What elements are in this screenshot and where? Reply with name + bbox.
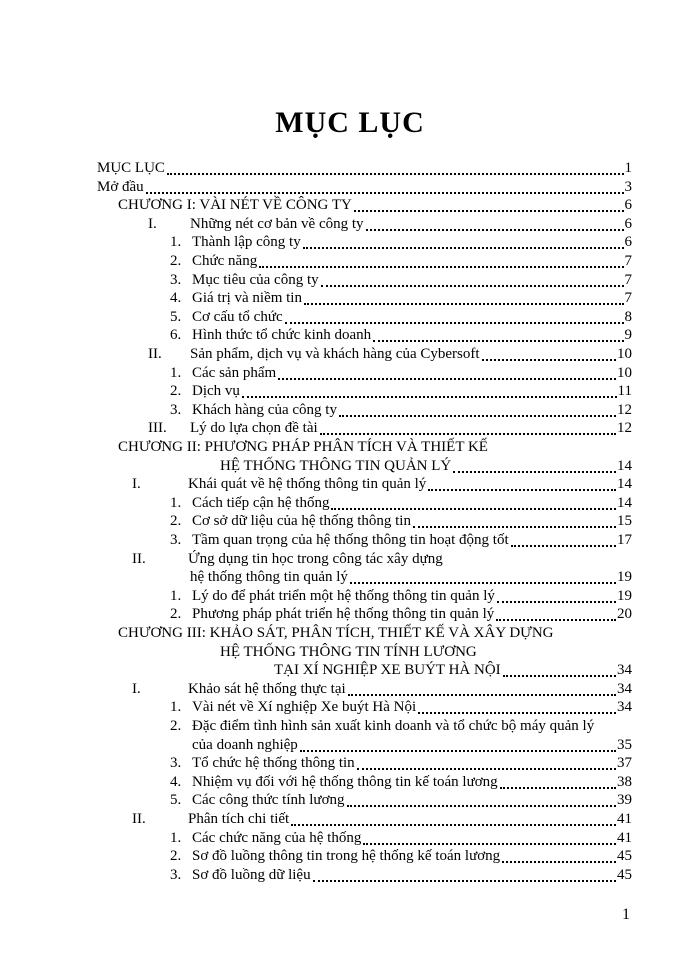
toc-entry[interactable] [0,716,700,736]
toc-entry-page: 1 [624,160,632,176]
toc-entry[interactable] [0,697,700,717]
toc-entry-number: 3. [170,532,182,548]
dot-leader [347,805,616,807]
toc-entry-text: TẠI XÍ NGHIỆP XE BUÝT HÀ NỘI [274,662,501,678]
toc-entry-number: I. [132,476,141,492]
toc-entry[interactable] [0,418,700,438]
toc-entry[interactable] [0,549,700,569]
toc-entry-number: II. [148,346,162,362]
toc-entry-page: 38 [617,774,632,790]
dot-leader [321,285,624,287]
toc-entry-text: Sơ đồ luồng dữ liệu [192,867,311,883]
toc-entry-number: 2. [170,513,182,529]
toc-entry-number: 1. [170,234,182,250]
toc-entry-number: 1. [170,699,182,715]
toc-entry-text: Các công thức tính lương [192,792,345,808]
toc-entry-text: Thành lập công ty [192,234,301,250]
toc-entry-number: 1. [170,495,182,511]
dot-leader [373,340,624,342]
toc-entry[interactable] [0,735,700,755]
toc-entry[interactable] [0,530,700,550]
toc-entry-page: 20 [617,606,632,622]
dot-leader [146,192,624,194]
dot-leader [304,303,624,305]
toc-entry-text: Các chức năng của hệ thống [192,830,362,846]
toc-entry-page: 6 [624,197,632,213]
toc-entry-number: I. [132,681,141,697]
toc-entry-text: Cơ sở dữ liệu của hệ thống thông tin [192,513,411,529]
page-number: 1 [622,906,630,923]
toc-entry-page: 19 [617,588,632,604]
toc-entry[interactable] [0,307,700,327]
toc-entry-number: 4. [170,290,182,306]
toc-entry-text: của doanh nghiệp [192,737,298,753]
toc-entry[interactable] [0,325,700,345]
toc-entry-text: Giá trị và niềm tin [192,290,302,306]
toc-entry-page: 7 [624,272,632,288]
toc-entry-number: 3. [170,867,182,883]
toc-entry-page: 3 [624,179,632,195]
toc-entry-text: MỤC LỤC [97,160,165,176]
dot-leader [313,880,616,882]
toc-entry-text: Khảo sát hệ thống thực tại [188,681,346,697]
toc-entry-page: 10 [617,346,632,362]
toc-entry-number: II. [132,551,146,567]
toc-entry-text: Lý do lựa chọn đề tài [190,420,318,436]
toc-entry-text: CHƯƠNG II: PHƯƠNG PHÁP PHÂN TÍCH VÀ THIẾT KẾ [118,439,488,455]
toc-entry-text: Vài nét về Xí nghiệp Xe buýt Hà Nội [192,699,417,715]
toc-entry[interactable] [0,623,700,643]
toc-entry[interactable] [0,809,700,829]
toc-entry[interactable] [0,660,700,680]
toc-entry-text: Mở đầu [97,179,144,195]
dot-leader [363,843,616,845]
toc-entry[interactable] [0,567,700,587]
toc-entry-text: HỆ THỐNG THÔNG TIN TÍNH LƯƠNG [220,644,477,660]
dot-leader [291,824,616,826]
toc-entry-page: 19 [617,569,632,585]
dot-leader [259,266,624,268]
toc-entry-number: 2. [170,606,182,622]
toc-entry-page: 7 [624,290,632,306]
toc-entry-page: 6 [624,234,632,250]
toc-entry-text: HỆ THỐNG THÔNG TIN QUẢN LÝ [220,458,452,474]
toc-entry[interactable] [0,195,700,215]
toc-entry-number: 3. [170,755,182,771]
dot-leader [285,322,624,324]
dot-leader [496,619,616,621]
dot-leader [300,750,616,752]
toc-entry-page: 34 [617,681,632,697]
toc-entry-page: 34 [617,699,632,715]
toc-entry-text: Những nét cơ bản về công ty [190,216,364,232]
toc-entry-page: 17 [617,532,632,548]
toc-entry-text: Lý do để phát triển một hệ thống thông tin quản lý [192,588,495,604]
toc-entry-text: Dịch vụ [192,383,240,399]
toc-entry[interactable] [0,251,700,271]
toc-entry-text: Cách tiếp cận hệ thống [192,495,330,511]
dot-leader [502,861,616,863]
toc-entry-text: Sản phẩm, dịch vụ và khách hàng của Cybersoft [190,346,480,362]
toc-entry-text: Chức năng [192,253,258,269]
toc-entry-number: III. [148,420,167,436]
dot-leader [497,601,616,603]
toc-entry-page: 45 [617,848,632,864]
toc-entry[interactable] [0,177,700,197]
toc-entry-number: 1. [170,365,182,381]
toc-entry-number: I. [148,216,157,232]
toc-entry[interactable] [0,400,700,420]
toc-entry[interactable] [0,437,700,457]
toc-entry[interactable] [0,232,700,252]
toc-entry[interactable] [0,511,700,531]
toc-entry-page: 14 [617,476,632,492]
toc-entry[interactable] [0,772,700,792]
dot-leader [500,787,616,789]
dot-leader [453,471,616,473]
page-title: MỤC LỤC [275,106,425,139]
toc-entry-page: 7 [624,253,632,269]
toc-entry-page: 12 [617,420,632,436]
toc-entry-page: 35 [617,737,632,753]
toc-entry[interactable] [0,493,700,513]
toc-entry[interactable] [0,381,700,401]
toc-entry-number: 2. [170,848,182,864]
toc-entry-text: Khách hàng của công ty [192,402,337,418]
toc-entry-number: 5. [170,792,182,808]
toc-entry-page: 37 [617,755,632,771]
toc-entry-text: Tổ chức hệ thống thông tin [192,755,355,771]
toc-entry[interactable] [0,846,700,866]
dot-leader [350,582,616,584]
toc-entry-page: 11 [617,383,632,399]
toc-entry[interactable] [0,344,700,364]
toc-entry[interactable] [0,288,700,308]
dot-leader [413,526,616,528]
toc-entry-number: 1. [170,830,182,846]
toc-entry[interactable] [0,642,700,662]
toc-entry[interactable] [0,270,700,290]
toc-entry-page: 34 [617,662,632,678]
toc-entry[interactable] [0,790,700,810]
dot-leader [348,694,616,696]
toc-entry-page: 8 [624,309,632,325]
dot-leader [278,378,616,380]
toc-entry-page: 15 [617,513,632,529]
toc-entry-page: 10 [617,365,632,381]
toc-entry-text: Nhiệm vụ đối với hệ thống thông tin kế toán lương [192,774,498,790]
toc-entry[interactable] [0,865,700,885]
toc-entry-text: CHƯƠNG I: VÀI NÉT VỀ CÔNG TY [118,197,352,213]
toc-entry[interactable] [0,604,700,624]
toc-entry-number: 3. [170,402,182,418]
toc-entry-text: Cơ cấu tổ chức [192,309,283,325]
dot-leader [357,768,616,770]
dot-leader [482,359,616,361]
toc-entry-text: Khái quát về hệ thống thông tin quản lý [188,476,427,492]
dot-leader [303,247,624,249]
dot-leader [366,229,624,231]
toc-entry-page: 39 [617,792,632,808]
dot-leader [511,545,616,547]
toc-entry-text: Phân tích chi tiết [188,811,290,827]
toc-entry-page: 12 [617,402,632,418]
toc-entry[interactable] [0,586,700,606]
dot-leader [503,675,616,677]
toc-entry-text: Ứng dụng tin học trong công tác xây dựng [188,551,443,567]
toc-entry-number: 1. [170,588,182,604]
dot-leader [354,210,624,212]
toc-entry-page: 14 [617,495,632,511]
dot-leader [339,415,616,417]
toc-entry-text: Đặc điểm tình hình sản xuất kinh doanh và tổ chức bộ máy quản lý [192,718,595,734]
toc-entry-text: Tầm quan trọng của hệ thống thông tin hoạt động tốt [192,532,509,548]
toc-entry[interactable] [0,828,700,848]
dot-leader [331,508,616,510]
toc-entry-number: 4. [170,774,182,790]
dot-leader [167,173,624,175]
toc-entry-number: 2. [170,253,182,269]
toc-entry-page: 9 [624,327,632,343]
toc-entry-page: 41 [617,811,632,827]
toc-entry-text: CHƯƠNG III: KHẢO SÁT, PHÂN TÍCH, THIẾT KẾ VÀ XÂY DỰNG [118,625,554,641]
toc-entry-text: Các sản phẩm [192,365,277,381]
toc-entry-number: 2. [170,383,182,399]
toc-entry-text: Mục tiêu của công ty [192,272,319,288]
toc-entry-number: 6. [170,327,182,343]
toc-entry-number: 2. [170,718,182,734]
toc-entry[interactable] [0,214,700,234]
toc-entry-page: 41 [617,830,632,846]
toc-entry-page: 45 [617,867,632,883]
toc-entry-number: 3. [170,272,182,288]
toc-entry-text: hệ thống thông tin quản lý [190,569,348,585]
dot-leader [428,489,616,491]
toc-entry-text: Hình thức tổ chức kinh doanh [192,327,372,343]
toc-entry[interactable] [0,753,700,773]
toc-entry[interactable] [0,679,700,699]
toc-entry-text: Phương pháp phát triển hệ thống thông tin quản lý [192,606,495,622]
toc-entry-text: Sơ đồ luồng thông tin trong hệ thống kế toán lương [192,848,501,864]
toc-entry[interactable] [0,456,700,476]
toc-entry[interactable] [0,363,700,383]
toc-entry[interactable] [0,158,700,178]
toc-entry-number: 5. [170,309,182,325]
dot-leader [418,712,616,714]
dot-leader [242,396,617,398]
toc-entry[interactable] [0,474,700,494]
toc-entry-number: II. [132,811,146,827]
toc-entry-page: 6 [624,216,632,232]
dot-leader [320,433,616,435]
toc-entry-page: 14 [617,458,632,474]
